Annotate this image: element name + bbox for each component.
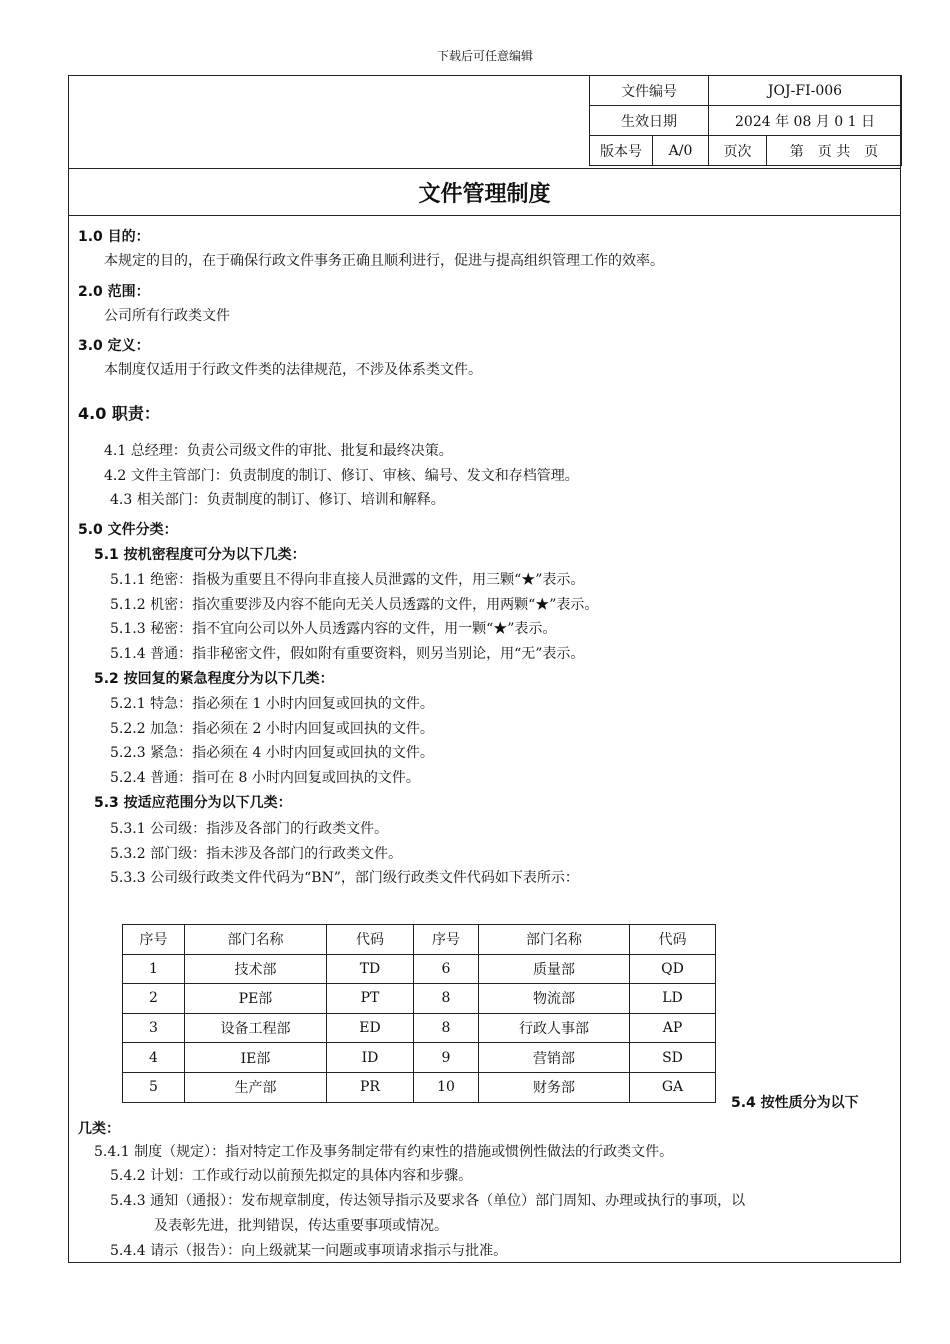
table-cell: 5 bbox=[123, 1072, 185, 1102]
table-header-cell: 代码 bbox=[327, 925, 414, 955]
section-5-1-2: 5.1.2 机密：指次重要涉及内容不能向无关人员透露的文件，用两颗“★”表示。 bbox=[110, 597, 599, 613]
section-5-4-heading: 5.4 按性质分为以下 bbox=[731, 1095, 859, 1111]
title-divider bbox=[68, 215, 901, 216]
document-title: 文件管理制度 bbox=[418, 182, 551, 207]
table-header-cell: 部门名称 bbox=[185, 925, 327, 955]
page-label: 页次 bbox=[709, 136, 767, 166]
table-cell: LD bbox=[630, 984, 716, 1014]
effective-date-label: 生效日期 bbox=[590, 106, 709, 136]
table-row bbox=[123, 954, 716, 984]
section-5-3-3: 5.3.3 公司级行政类文件代码为“BN”，部门级行政类文件代码如下表所示： bbox=[110, 870, 579, 886]
table-header-cell: 序号 bbox=[123, 925, 185, 955]
table-cell: 技术部 bbox=[185, 954, 327, 984]
table-cell: 9 bbox=[414, 1043, 479, 1073]
table-cell: 财务部 bbox=[479, 1072, 630, 1102]
table-cell: 1 bbox=[123, 954, 185, 984]
table-row bbox=[123, 1043, 716, 1073]
table-cell: 物流部 bbox=[479, 984, 630, 1014]
table-cell: PE部 bbox=[185, 984, 327, 1014]
section-5-heading: 5.0 文件分类： bbox=[78, 522, 178, 538]
table-cell: 行政人事部 bbox=[479, 1013, 630, 1043]
table-cell: IE部 bbox=[185, 1043, 327, 1073]
section-5-2-heading: 5.2 按回复的紧急程度分为以下几类： bbox=[94, 671, 334, 687]
section-5-4-heading-continued: 几类： bbox=[78, 1121, 120, 1137]
section-5-2-1: 5.2.1 特急：指必须在 1 小时内回复或回执的文件。 bbox=[110, 696, 434, 712]
table-cell: 3 bbox=[123, 1013, 185, 1043]
section-5-1-heading: 5.1 按机密程度可分为以下几类： bbox=[94, 547, 306, 563]
section-5-1-3: 5.1.3 秘密：指不宜向公司以外人员透露内容的文件，用一颗“★”表示。 bbox=[110, 621, 557, 637]
doc-no-value: JOJ-FI-006 bbox=[709, 76, 902, 106]
section-5-4-2: 5.4.2 计划：工作或行动以前预先拟定的具体内容和步骤。 bbox=[110, 1168, 473, 1184]
table-row bbox=[123, 1013, 716, 1043]
section-4-3: 4.3 相关部门：负责制度的制订、修订、培训和解释。 bbox=[110, 492, 445, 508]
table-header-cell: 部门名称 bbox=[479, 925, 630, 955]
table-header-cell: 代码 bbox=[630, 925, 716, 955]
doc-no-label: 文件编号 bbox=[590, 76, 709, 106]
table-row bbox=[123, 1072, 716, 1102]
table-cell: 营销部 bbox=[479, 1043, 630, 1073]
section-4-1: 4.1 总经理：负责公司级文件的审批、批复和最终决策。 bbox=[104, 443, 453, 459]
section-3-text: 本制度仅适用于行政文件类的法律规范，不涉及体系类文件。 bbox=[104, 362, 482, 378]
section-5-3-heading: 5.3 按适应范围分为以下几类： bbox=[94, 795, 292, 811]
top-note: 下载后可任意编辑 bbox=[436, 49, 533, 63]
section-5-4-4: 5.4.4 请示（报告）：向上级就某一问题或事项请求指示与批准。 bbox=[110, 1243, 508, 1259]
table-cell: TD bbox=[327, 954, 414, 984]
section-2-text: 公司所有行政类文件 bbox=[104, 308, 230, 324]
table-cell: 8 bbox=[414, 984, 479, 1014]
header-divider bbox=[68, 168, 901, 169]
section-4-2: 4.2 文件主管部门：负责制度的制订、修订、审核、编号、发文和存档管理。 bbox=[104, 468, 579, 484]
document-header-table bbox=[589, 75, 902, 166]
table-cell: GA bbox=[630, 1072, 716, 1102]
section-5-4-3: 5.4.3 通知（通报）：发布规章制度，传达领导指示及要求各（单位）部门周知、办理或执行的事项，以 bbox=[110, 1193, 746, 1209]
table-header-row bbox=[123, 925, 716, 955]
section-4-heading: 4.0 职责： bbox=[78, 404, 160, 423]
table-cell: 10 bbox=[414, 1072, 479, 1102]
section-5-2-3: 5.2.3 紧急：指必须在 4 小时内回复或回执的文件。 bbox=[110, 745, 434, 761]
table-cell: 6 bbox=[414, 954, 479, 984]
section-5-4-1: 5.4.1 制度（规定）：指对特定工作及事务制定带有约束性的措施或惯例性做法的行政类文件。 bbox=[94, 1144, 674, 1160]
table-cell: 2 bbox=[123, 984, 185, 1014]
section-5-4-3-continued: 及表彰先进，批判错误，传达重要事项或情况。 bbox=[154, 1218, 448, 1234]
table-cell: 4 bbox=[123, 1043, 185, 1073]
section-5-1-4: 5.1.4 普通：指非秘密文件，假如附有重要资料，则另当别论，用“无”表示。 bbox=[110, 646, 585, 662]
department-code-table bbox=[122, 924, 716, 1103]
version-label: 版本号 bbox=[590, 136, 653, 166]
table-cell: ED bbox=[327, 1013, 414, 1043]
effective-date-value: 2024 年 08 月 0 1 日 bbox=[709, 106, 902, 136]
table-cell: PT bbox=[327, 984, 414, 1014]
table-cell: 质量部 bbox=[479, 954, 630, 984]
table-cell: 生产部 bbox=[185, 1072, 327, 1102]
section-5-3-1: 5.3.1 公司级：指涉及各部门的行政类文件。 bbox=[110, 821, 389, 837]
table-cell: AP bbox=[630, 1013, 716, 1043]
table-cell: SD bbox=[630, 1043, 716, 1073]
table-cell: QD bbox=[630, 954, 716, 984]
section-1-heading: 1.0 目的： bbox=[78, 229, 150, 245]
version-value: A/0 bbox=[653, 136, 709, 166]
section-5-2-2: 5.2.2 加急：指必须在 2 小时内回复或回执的文件。 bbox=[110, 721, 434, 737]
section-2-heading: 2.0 范围： bbox=[78, 284, 150, 300]
section-3-heading: 3.0 定义： bbox=[78, 338, 150, 354]
table-cell: PR bbox=[327, 1072, 414, 1102]
table-row bbox=[123, 984, 716, 1014]
table-cell: 设备工程部 bbox=[185, 1013, 327, 1043]
table-cell: 8 bbox=[414, 1013, 479, 1043]
page-value: 第 页 共 页 bbox=[767, 136, 902, 166]
section-1-text: 本规定的目的，在于确保行政文件事务正确且顺利进行，促进与提高组织管理工作的效率。 bbox=[104, 253, 664, 269]
section-5-2-4: 5.2.4 普通：指可在 8 小时内回复或回执的文件。 bbox=[110, 770, 420, 786]
section-5-1-1: 5.1.1 绝密：指极为重要且不得向非直接人员泄露的文件，用三颗“★”表示。 bbox=[110, 572, 585, 588]
section-5-3-2: 5.3.2 部门级：指未涉及各部门的行政类文件。 bbox=[110, 846, 403, 862]
table-cell: ID bbox=[327, 1043, 414, 1073]
table-header-cell: 序号 bbox=[414, 925, 479, 955]
